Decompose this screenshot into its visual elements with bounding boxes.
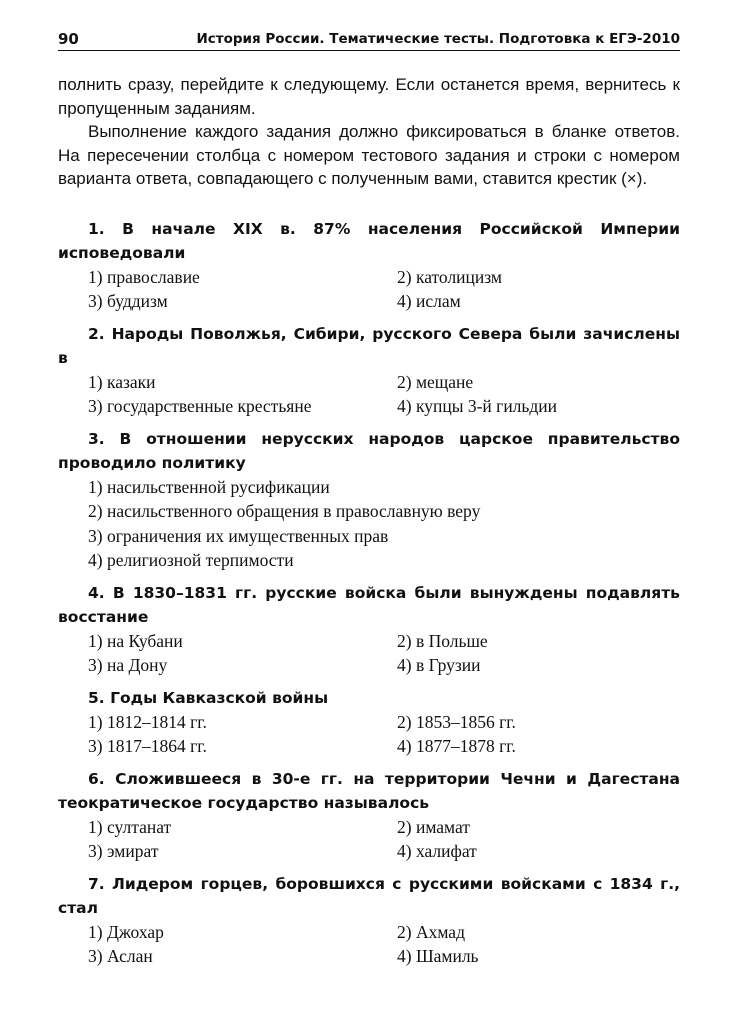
answer-option: 2) католицизм [397,266,503,287]
question-text: 5. Годы Кавказской войны [88,688,329,707]
answer-option: 2) имамат [397,816,470,837]
question-text: 1. В начале XIX в. 87% населения Российской Империи исповедовали [58,219,680,262]
answer-option: 4) купцы 3-й гильдии [397,396,558,416]
question-text: 7. Лидером горцев, боровшихся с русскими войсками с 1834 г., стал [58,874,680,917]
answer-option: 1) султанат [88,816,172,837]
question-text: 6. Сложившееся в 30-е гг. на территории Чечни и Дагестана теократическое государство называлось [58,769,680,812]
answer-option: 4) религиозной терпимости [88,550,294,570]
answer-option: 2) насильственного обращения в православную веру [88,501,481,521]
answer-option: 3) государственные крестьяне [88,396,312,416]
answer-option: 1) 1812–1814 гг. [88,711,207,732]
answer-options [58,920,680,969]
answer-option: 4) халифат [397,841,477,861]
question-text: 4. В 1830–1831 гг. русские войска были вынуждены подавлять восстание [58,583,680,626]
answer-option: 3) на Дону [88,655,168,675]
answer-option: 4) ислам [397,291,461,311]
question-text: 2. Народы Поволжья, Сибири, русского Севера были зачислены в [58,324,680,367]
answer-option: 2) 1853–1856 гг. [397,711,516,732]
answer-option: 1) на Кубани [88,630,183,651]
answer-options [58,629,680,678]
question-5 [58,686,680,759]
answer-option: 3) Аслан [88,946,153,966]
answer-option: 3) ограничения их имущественных прав [88,525,389,546]
question-6 [58,767,680,864]
answer-option: 2) мещане [397,371,474,392]
answer-options [58,815,680,864]
page-header [58,26,680,50]
answer-options [58,370,680,419]
answer-option: 2) Ахмад [397,921,465,942]
question-2 [58,322,680,419]
page-number: 90 [58,30,79,48]
header-rule [58,50,680,51]
answer-option: 1) насильственной русификации [88,476,330,497]
question-text: 3. В отношении нерусских народов царское правительство проводило политику [58,429,680,472]
page [58,26,680,969]
answer-option: 3) эмират [88,841,159,861]
answer-option: 4) Шамиль [397,946,479,966]
answer-options [58,710,680,759]
question-1 [58,217,680,314]
answer-option: 4) в Грузии [397,655,481,675]
answer-options [58,475,680,573]
question-3 [58,427,680,573]
answer-option: 1) казаки [88,371,156,392]
answer-options [58,265,680,314]
instructions-paragraph-2: Выполнение каждого задания должно фиксироваться в бланке ответов. На пересечении столбца с номером тестового задания и строки с номером варианта ответа, совпадающего с полученным вами, ставится крестик (×). [58,122,680,188]
answer-option: 3) буддизм [88,291,168,311]
answer-option: 1) Джохар [88,921,164,942]
answer-option: 3) 1817–1864 гг. [88,736,207,756]
instructions-paragraph-1: полнить сразу, перейдите к следующему. Если останется время, вернитесь к пропущенным заданиям. [58,75,680,118]
answer-option: 1) православие [88,266,200,287]
answer-option: 2) в Польше [397,630,488,651]
question-4 [58,581,680,678]
instructions [58,73,680,191]
question-7 [58,872,680,969]
running-title: История России. Тематические тесты. Подготовка к ЕГЭ-2010 [196,31,680,47]
answer-option: 4) 1877–1878 гг. [397,736,516,756]
